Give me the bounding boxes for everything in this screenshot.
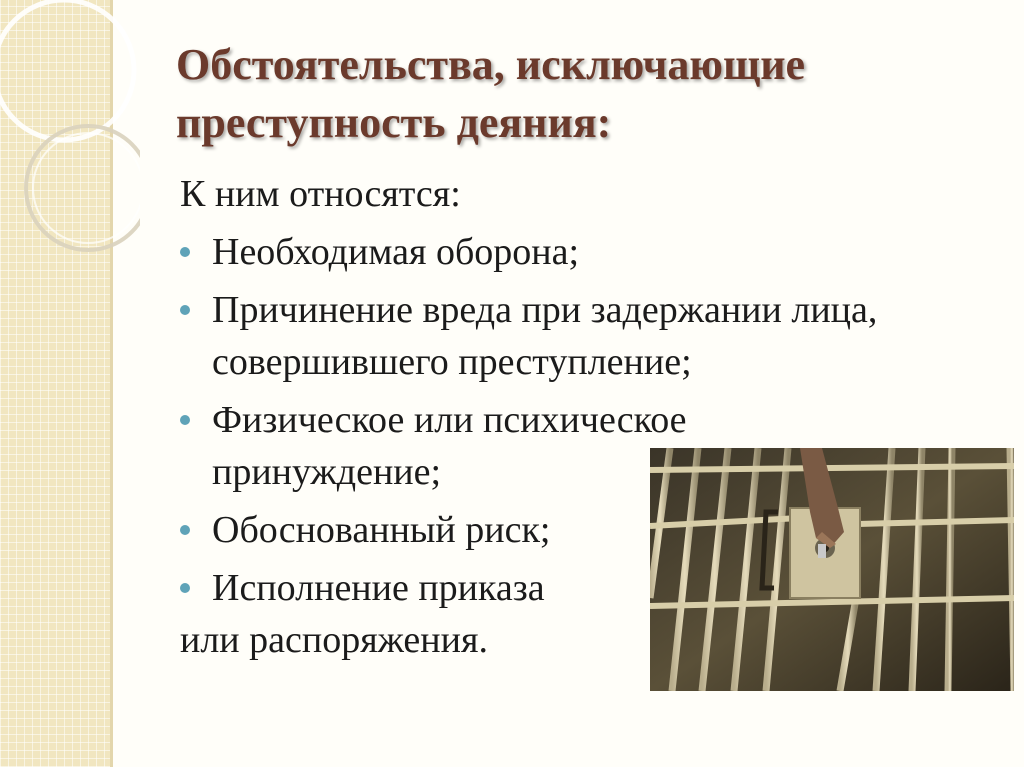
bullet-icon xyxy=(180,247,190,257)
list-item xyxy=(180,562,632,614)
list-item-text: Необходимая оборона; xyxy=(212,231,580,273)
bullet-icon xyxy=(180,305,190,315)
bullet-icon xyxy=(180,415,190,425)
list-item xyxy=(180,226,920,278)
intro-text: К ним относятся: xyxy=(180,173,461,215)
list-item-text: Физическое или психическое принуждение; xyxy=(212,399,687,493)
list-item xyxy=(180,284,920,388)
list-item-text: Причинение вреда при задержании лица, совершившего преступление; xyxy=(212,289,878,383)
slide-title: Обстоятельства, исключающие преступность деяния: xyxy=(176,40,806,147)
list-item-text: Обоснованный риск; xyxy=(212,509,551,551)
bullet-icon xyxy=(180,583,190,593)
list-item-text: Исполнение приказа xyxy=(212,567,545,609)
bullet-icon xyxy=(180,525,190,535)
prison-bars-photo xyxy=(650,448,1014,691)
prison-bars-icon xyxy=(650,448,1014,691)
decorative-rings-icon xyxy=(0,0,140,260)
outro-text: или распоряжения. xyxy=(180,619,488,661)
